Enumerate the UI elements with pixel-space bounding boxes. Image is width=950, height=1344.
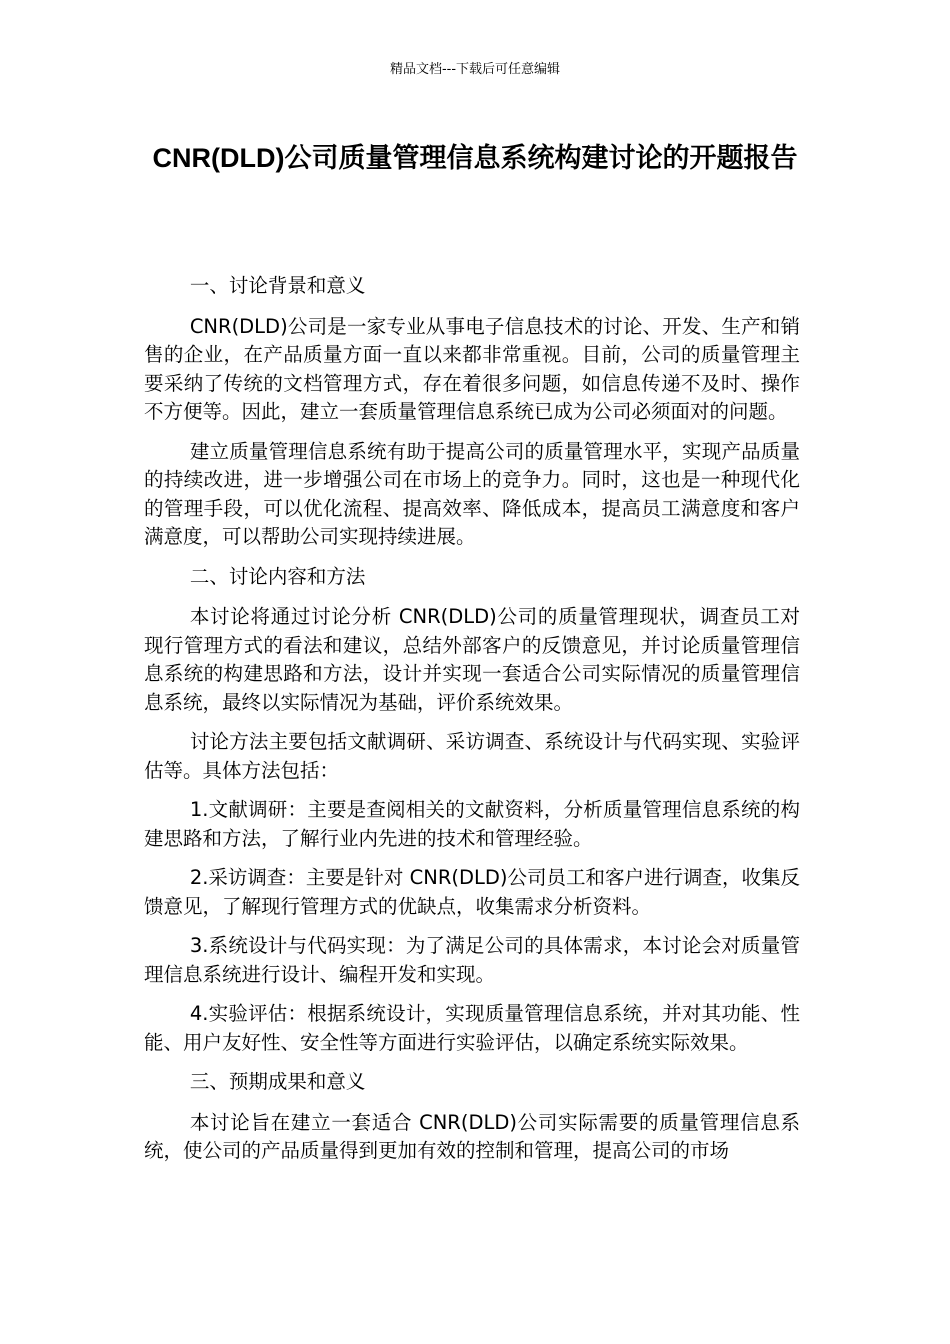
section-heading-content-methods: 二、讨论内容和方法 [189, 564, 366, 588]
list-item-evaluation: 4.实验评估：根据系统设计，实现质量管理信息系统，并对其功能、性能、用户友好性、安全性等方面进行实验评估，以确定系统实际效果。 [144, 1002, 800, 1054]
list-item-system-design: 3.系统设计与代码实现：为了满足公司的具体需求，本讨论会对质量管理信息系统进行设计、编程开发和实现。 [144, 934, 800, 986]
paragraph-expected-results: 本讨论旨在建立一套适合 CNR(DLD)公司实际需要的质量管理信息系统，使公司的产品质量得到更加有效的控制和管理，提高公司的市场 [144, 1110, 800, 1162]
section-heading-expected-results: 三、预期成果和意义 [189, 1070, 366, 1093]
paragraph-research-content: 本讨论将通过讨论分析 CNR(DLD)公司的质量管理现状，调查员工对现行管理方式的看法和建议，总结外部客户的反馈意见，并讨论质量管理信息系统的构建思路和方法，设计并实现一套适合公司实际情况的质量管理信息系统，最终以实际情况为基础，评价系统效果。 [144, 605, 800, 714]
page-header-note: 精品文档---下载后可任意编辑 [389, 62, 561, 77]
paragraph-company-intro: CNR(DLD)公司是一家专业从事电子信息技术的讨论、开发、生产和销售的企业，在产品质量方面一直以来都非常重视。目前，公司的质量管理主要采纳了传统的文档管理方式，存在着很多问题，如信息传递不及时、操作不方便等。因此，建立一套质量管理信息系统已成为公司必须面对的问题。 [144, 314, 800, 423]
paragraph-methods-summary: 讨论方法主要包括文献调研、采访调查、系统设计与代码实现、实验评估等。具体方法包括： [144, 730, 800, 782]
paragraph-significance: 建立质量管理信息系统有助于提高公司的质量管理水平，实现产品质量的持续改进，进一步增强公司在市场上的竞争力。同时，这也是一种现代化的管理手段，可以优化流程、提高效率、降低成本，提高员工满意度和客户满意度，可以帮助公司实现持续进展。 [144, 439, 800, 548]
document-title: CNR(DLD)公司质量管理信息系统构建讨论的开题报告 [152, 143, 798, 173]
section-heading-background: 一、讨论背景和意义 [189, 274, 366, 297]
list-item-interview-survey: 2.采访调查：主要是针对 CNR(DLD)公司员工和客户进行调查，收集反馈意见，了解现行管理方式的优缺点，收集需求分析资料。 [144, 866, 800, 918]
list-item-literature-review: 1.文献调研：主要是查阅相关的文献资料，分析质量管理信息系统的构建思路和方法，了解行业内先进的技术和管理经验。 [144, 798, 800, 850]
document-body [144, 272, 800, 1177]
